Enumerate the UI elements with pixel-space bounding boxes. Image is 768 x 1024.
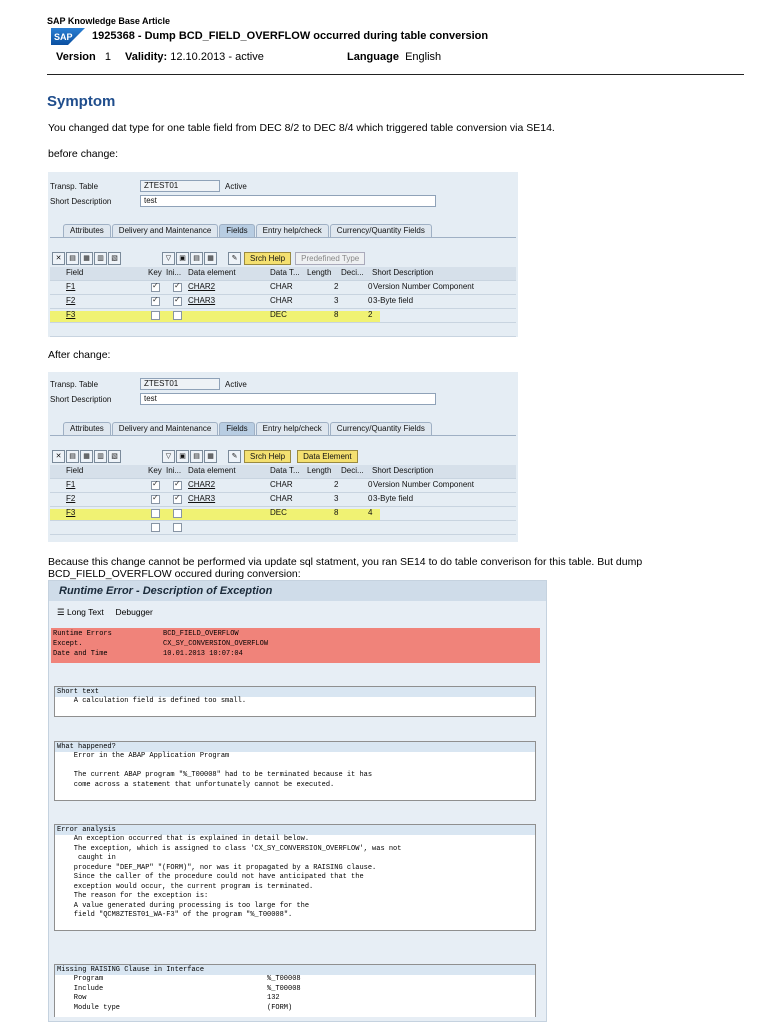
short-desc-label: Short Description	[50, 395, 112, 404]
transp-table-label: Transp. Table	[50, 182, 99, 191]
table-row	[50, 323, 516, 337]
key-checkbox[interactable]	[151, 297, 160, 306]
grid-header	[50, 465, 516, 479]
transp-table-label: Transp. Table	[50, 380, 99, 389]
ini-checkbox[interactable]	[173, 523, 182, 532]
insert-row-icon[interactable]: ▥	[94, 252, 107, 265]
search-help-button[interactable]: Srch Help	[244, 252, 291, 265]
paste-icon[interactable]: ▦	[80, 252, 93, 265]
svg-text:SAP: SAP	[54, 32, 73, 42]
status-text: Active	[225, 380, 247, 389]
col-ini: Ini...	[166, 466, 182, 475]
version-meta: Version 1	[56, 51, 112, 63]
layout-icon[interactable]: ▦	[204, 252, 217, 265]
symptom-paragraph: You changed dat type for one table field from DEC 8/2 to DEC 8/4 which triggered table conversion via SE14.	[48, 122, 555, 134]
col-field: Field	[66, 466, 84, 475]
tab-fields[interactable]: Fields	[219, 224, 254, 237]
col-dec: Deci...	[341, 466, 364, 475]
table-row[interactable]: F2 ✓ ✓ CHAR3 CHAR 3 0 3-Byte field	[50, 295, 516, 309]
table-row[interactable]: F2 ✓ ✓ CHAR3 CHAR 3 0 3-Byte field	[50, 493, 516, 507]
col-element: Data element	[188, 268, 236, 277]
data-element-button[interactable]: Data Element	[297, 450, 357, 463]
ini-checkbox[interactable]	[173, 481, 182, 490]
delete-row-icon[interactable]: ▧	[108, 450, 121, 463]
tab-attributes[interactable]: Attributes	[63, 422, 111, 435]
short-text-box: Short text A calculation field is defined too small.	[54, 686, 536, 717]
after-label: After change:	[48, 349, 111, 361]
search-help-icon[interactable]: ✎	[228, 252, 241, 265]
sort-icon[interactable]: ▣	[176, 450, 189, 463]
col-element: Data element	[188, 466, 236, 475]
col-length: Length	[307, 268, 332, 277]
col-key: Key	[148, 466, 162, 475]
tab-divider	[50, 237, 516, 238]
grid-header	[50, 267, 516, 281]
short-desc-label: Short Description	[50, 197, 112, 206]
col-type: Data T...	[270, 268, 300, 277]
search-help-icon[interactable]: ✎	[228, 450, 241, 463]
key-checkbox[interactable]	[151, 509, 160, 518]
key-checkbox[interactable]	[151, 311, 160, 320]
table-row	[50, 521, 516, 535]
runtime-error-screen	[48, 580, 547, 1022]
sap-logo-icon	[51, 28, 85, 45]
transp-table-input[interactable]: ZTEST01	[140, 378, 220, 390]
validity-meta: Validity: 12.10.2013 - active	[125, 51, 264, 63]
tab-divider	[50, 435, 516, 436]
key-checkbox[interactable]	[151, 481, 160, 490]
search-help-button[interactable]: Srch Help	[244, 450, 291, 463]
ini-checkbox[interactable]	[173, 283, 182, 292]
ini-checkbox[interactable]	[173, 509, 182, 518]
tab-entry-help[interactable]: Entry help/check	[256, 224, 329, 237]
long-text-icon: ☰	[57, 607, 65, 617]
col-ini: Ini...	[166, 268, 182, 277]
missing-raising-box: Missing RAISING Clause in Interface Program %_T00008 Include %_T00008 Row 132 Module type (FORM)	[54, 964, 536, 1017]
cut-icon[interactable]: ✕	[52, 252, 65, 265]
tab-attributes[interactable]: Attributes	[63, 224, 111, 237]
predefined-type-button[interactable]: Predefined Type	[295, 252, 365, 265]
sap-screen-before	[48, 172, 518, 337]
copy-icon[interactable]: ▤	[66, 252, 79, 265]
paste-icon[interactable]: ▦	[80, 450, 93, 463]
tab-delivery[interactable]: Delivery and Maintenance	[112, 422, 219, 435]
ini-checkbox[interactable]	[173, 495, 182, 504]
runtime-toolbar	[57, 607, 153, 618]
highlight-mark	[50, 509, 380, 520]
grid-toolbar	[52, 251, 365, 265]
table-row[interactable]: F3 DEC 8 4	[50, 507, 516, 521]
section-title: Symptom	[47, 93, 116, 110]
table-row[interactable]: F1 ✓ ✓ CHAR2 CHAR 2 0 Version Number Component	[50, 479, 516, 493]
article-title: 1925368 - Dump BCD_FIELD_OVERFLOW occurred during table conversion	[92, 30, 489, 42]
ini-checkbox[interactable]	[173, 311, 182, 320]
tab-currency[interactable]: Currency/Quantity Fields	[330, 422, 432, 435]
layout-icon[interactable]: ▦	[204, 450, 217, 463]
short-desc-input[interactable]: test	[140, 195, 436, 207]
grid-toolbar	[52, 449, 358, 463]
what-happened-box: What happened? Error in the ABAP Application Program The current ABAP program "%_T00008" had to be terminated because it has come across a statement that unfortunately cannot be executed.	[54, 741, 536, 801]
filter-icon[interactable]: ▽	[162, 252, 175, 265]
transp-table-input[interactable]: ZTEST01	[140, 180, 220, 192]
copy-icon[interactable]: ▤	[66, 450, 79, 463]
status-text: Active	[225, 182, 247, 191]
tab-entry-help[interactable]: Entry help/check	[256, 422, 329, 435]
col-key: Key	[148, 268, 162, 277]
delete-row-icon[interactable]: ▧	[108, 252, 121, 265]
key-checkbox[interactable]	[151, 495, 160, 504]
highlight-mark	[50, 311, 380, 322]
error-summary: Runtime Errors BCD_FIELD_OVERFLOW Except. CX_SY_CONVERSION_OVERFLOW Date and Time 10.01.2013 10:07:04	[51, 628, 540, 663]
tab-currency[interactable]: Currency/Quantity Fields	[330, 224, 432, 237]
tab-fields[interactable]: Fields	[219, 422, 254, 435]
tab-delivery[interactable]: Delivery and Maintenance	[112, 224, 219, 237]
table-row[interactable]: F1 ✓ ✓ CHAR2 CHAR 2 0 Version Number Component	[50, 281, 516, 295]
insert-row-icon[interactable]: ▥	[94, 450, 107, 463]
col-length: Length	[307, 466, 332, 475]
details-icon[interactable]: ▤	[190, 450, 203, 463]
sap-screen-after	[48, 372, 518, 542]
col-dec: Deci...	[341, 268, 364, 277]
runtime-error-title: Runtime Error - Description of Exception	[49, 581, 546, 601]
details-icon[interactable]: ▤	[190, 252, 203, 265]
header-divider	[47, 74, 744, 75]
col-desc: Short Description	[372, 268, 434, 277]
sort-icon[interactable]: ▣	[176, 252, 189, 265]
col-type: Data T...	[270, 466, 300, 475]
debugger-button[interactable]: Debugger	[115, 607, 153, 617]
before-label: before change:	[48, 148, 119, 160]
key-checkbox[interactable]	[151, 283, 160, 292]
table-row[interactable]: F3 DEC 8 2	[50, 309, 516, 323]
ini-checkbox[interactable]	[173, 297, 182, 306]
language-meta: Language English	[347, 51, 442, 63]
long-text-button[interactable]: Long Text	[67, 607, 104, 617]
filter-icon[interactable]: ▽	[162, 450, 175, 463]
conversion-paragraph: Because this change cannot be performed via update sql statment, you ran SE14 to do table converison for this table. But dump BCD_FIELD_OVERFLOW occured during conversion:	[48, 556, 643, 580]
kb-label: SAP Knowledge Base Article	[47, 16, 171, 26]
cut-icon[interactable]: ✕	[52, 450, 65, 463]
error-analysis-box: Error analysis An exception occurred that is explained in detail below. The exception, which is assigned to class 'CX_SY_CONVERSION_OVERFLOW', was not caught in procedure "DEF_MAP" "(FORM)", nor was it propagated by a RAISING clause. Since the caller of the procedure could not have anticipated that the exception would occur, the current program is terminated. The reason for the exception is: A value generated during processing is too large for the field "QCM8ZTEST01_WA-F3" of the program "%_T00008".	[54, 824, 536, 931]
short-desc-input[interactable]: test	[140, 393, 436, 405]
key-checkbox[interactable]	[151, 523, 160, 532]
col-field: Field	[66, 268, 84, 277]
col-desc: Short Description	[372, 466, 434, 475]
